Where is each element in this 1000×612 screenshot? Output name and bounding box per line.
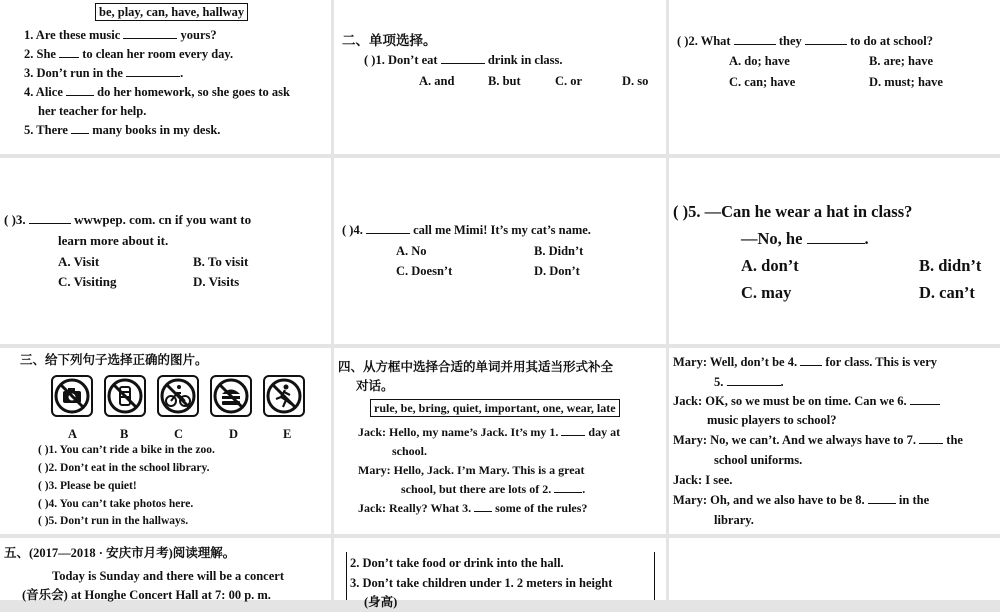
option-c[interactable]: C. Doesn’t: [396, 264, 453, 278]
picture-label-d: D: [229, 427, 239, 441]
answer-blank[interactable]: [800, 353, 822, 366]
no-food-icon: [210, 375, 252, 417]
question-2: 2. She to clean her room every day.: [24, 47, 234, 61]
answer-blank[interactable]: [71, 121, 89, 134]
sentence-5: ( )5. Don’t run in the hallways.: [38, 515, 189, 527]
option-b[interactable]: B. Didn’t: [534, 244, 584, 258]
no-camera-icon: [51, 375, 93, 417]
answer-blank[interactable]: [126, 64, 180, 77]
question-5: ( )5. —Can he wear a hat in class?: [673, 202, 913, 221]
answer-blank[interactable]: [366, 221, 410, 234]
panel-choice-q2: [669, 0, 1000, 154]
question-4: ( )4. call me Mimi! It’s my cat’s name.: [342, 223, 591, 237]
rule-2: 2. Don’t take food or drink into the hall.: [350, 556, 564, 570]
dialogue-mary-4: Mary: Oh, and we also have to be 8. in the: [673, 493, 930, 507]
rule-3: 3. Don’t take children under 1. 2 meters in height: [350, 576, 613, 590]
panel-empty: [669, 538, 1000, 600]
question-2: ( )2. What they to do at school?: [677, 34, 934, 48]
sentence-1: ( )1. You can’t ride a bike in the zoo.: [38, 444, 215, 456]
option-a[interactable]: A. Visit: [58, 254, 100, 269]
option-b[interactable]: B. didn’t: [919, 256, 982, 275]
sentence-2: ( )2. Don’t eat in the school library.: [38, 462, 210, 474]
option-b[interactable]: B. are; have: [869, 54, 933, 68]
dialogue-jack-1-cont: school.: [392, 444, 428, 458]
answer-blank[interactable]: [29, 211, 71, 224]
option-a[interactable]: A. do; have: [729, 54, 790, 68]
no-drink-icon: [104, 375, 146, 417]
option-d[interactable]: D. Don’t: [534, 264, 580, 278]
reading-text-line-1: Today is Sunday and there will be a concert: [52, 569, 284, 583]
reading-text-line-2: (音乐会) at Honghe Concert Hall at 7: 00 p. m.: [22, 588, 271, 602]
dialogue-jack-4: Jack: I see.: [673, 473, 733, 487]
panel-dialogue-cont: [669, 348, 1000, 534]
picture-label-b: B: [120, 427, 129, 441]
panel-reading: [0, 538, 331, 600]
picture-label-c: C: [174, 427, 184, 441]
option-a[interactable]: A. don’t: [741, 256, 799, 275]
question-5-reply: —No, he .: [741, 229, 869, 248]
question-3-cont: learn more about it.: [58, 233, 169, 248]
question-4-cont: her teacher for help.: [38, 104, 147, 118]
panel-picture-match: [0, 348, 331, 534]
sentence-3: ( )3. Please be quiet!: [38, 480, 137, 492]
word-box: rule, be, bring, quiet, important, one, wear, late: [370, 399, 620, 417]
picture-label-e: E: [283, 427, 292, 441]
option-d[interactable]: D. must; have: [869, 75, 943, 89]
question-4: 4. Alice do her homework, so she goes to ask: [24, 85, 290, 99]
option-b[interactable]: B. To visit: [193, 254, 249, 269]
answer-blank[interactable]: [554, 480, 582, 493]
option-c[interactable]: C. Visiting: [58, 274, 117, 289]
answer-blank[interactable]: [474, 499, 492, 512]
dialogue-jack-3: Jack: OK, so we must be on time. Can we 6.: [673, 392, 940, 411]
dialogue-mary-4-cont: library.: [714, 513, 754, 527]
option-d[interactable]: D. can’t: [919, 283, 975, 302]
dialogue-jack-2: Jack: Really? What 3. some of the rules?: [358, 501, 588, 515]
option-b[interactable]: B. but: [488, 74, 521, 88]
panel-word-fill: [0, 0, 331, 154]
dialogue-mary-1: Mary: Hello, Jack. I’m Mary. This is a great: [358, 463, 585, 477]
answer-blank[interactable]: [868, 491, 896, 504]
no-running-icon: [263, 375, 305, 417]
panel-rules: [334, 538, 666, 609]
dialogue-mary-2: Mary: Well, don’t be 4. for class. This is very: [673, 355, 938, 369]
question-5: 5. There many books in my desk.: [24, 123, 221, 137]
question-1: ( )1. Don’t eat drink in class.: [364, 53, 563, 67]
rules-border-right: [654, 552, 655, 600]
section-heading: 二、单项选择。: [342, 33, 437, 48]
option-d[interactable]: D. Visits: [193, 274, 240, 289]
option-a[interactable]: A. and: [419, 74, 455, 88]
dialogue-mary-3: Mary: No, we can’t. And we always have to 7. the: [673, 433, 963, 447]
answer-blank[interactable]: [727, 373, 781, 386]
panel-choice-q3: [0, 158, 331, 344]
answer-blank[interactable]: [805, 32, 847, 45]
option-c[interactable]: C. can; have: [729, 75, 796, 89]
dialogue-mary-2-cont: 5. .: [714, 375, 784, 389]
section-heading-cont: 对话。: [356, 379, 394, 393]
answer-blank[interactable]: [910, 392, 940, 405]
question-3: ( )3. wwwpep. com. cn if you want to: [4, 212, 252, 227]
section-heading: 四、从方框中选择合适的单词并用其适当形式补全: [338, 360, 614, 374]
answer-blank[interactable]: [734, 32, 776, 45]
panel-choice-q5: [669, 158, 1000, 344]
picture-label-a: A: [68, 427, 78, 441]
option-a[interactable]: A. No: [396, 244, 427, 258]
section-heading: 三、给下列句子选择正确的图片。: [20, 353, 208, 367]
answer-blank[interactable]: [919, 431, 943, 444]
panel-choice-q4: [334, 158, 666, 344]
dialogue-jack-1: Jack: Hello, my name’s Jack. It’s my 1. day at: [358, 425, 621, 439]
dialogue-jack-3-cont: music players to school?: [707, 413, 837, 427]
question-3: 3. Don’t run in the .: [24, 66, 184, 80]
option-c[interactable]: C. or: [555, 74, 583, 88]
no-bike-icon: [157, 375, 199, 417]
section-heading: 五、(2017—2018 · 安庆市月考)阅读理解。: [4, 546, 236, 560]
answer-blank[interactable]: [441, 51, 485, 64]
rule-3-cont: (身高): [364, 595, 398, 609]
dialogue-mary-1-cont: school, but there are lots of 2. .: [401, 482, 586, 496]
option-d[interactable]: D. so: [622, 74, 649, 88]
sentence-4: ( )4. You can’t take photos here.: [38, 498, 194, 510]
word-box: be, play, can, have, hallway: [95, 3, 248, 21]
answer-blank[interactable]: [561, 423, 585, 436]
panel-dialogue-fill: [334, 348, 666, 534]
answer-blank[interactable]: [123, 26, 177, 39]
answer-blank[interactable]: [59, 45, 79, 58]
option-c[interactable]: C. may: [741, 283, 792, 302]
question-1: 1. Are these music yours?: [24, 28, 217, 42]
answer-blank[interactable]: [66, 83, 94, 96]
rules-border-left: [346, 552, 347, 600]
panel-choice-q1: [334, 0, 666, 154]
answer-blank[interactable]: [807, 227, 865, 244]
dialogue-mary-3-cont: school uniforms.: [714, 453, 803, 467]
